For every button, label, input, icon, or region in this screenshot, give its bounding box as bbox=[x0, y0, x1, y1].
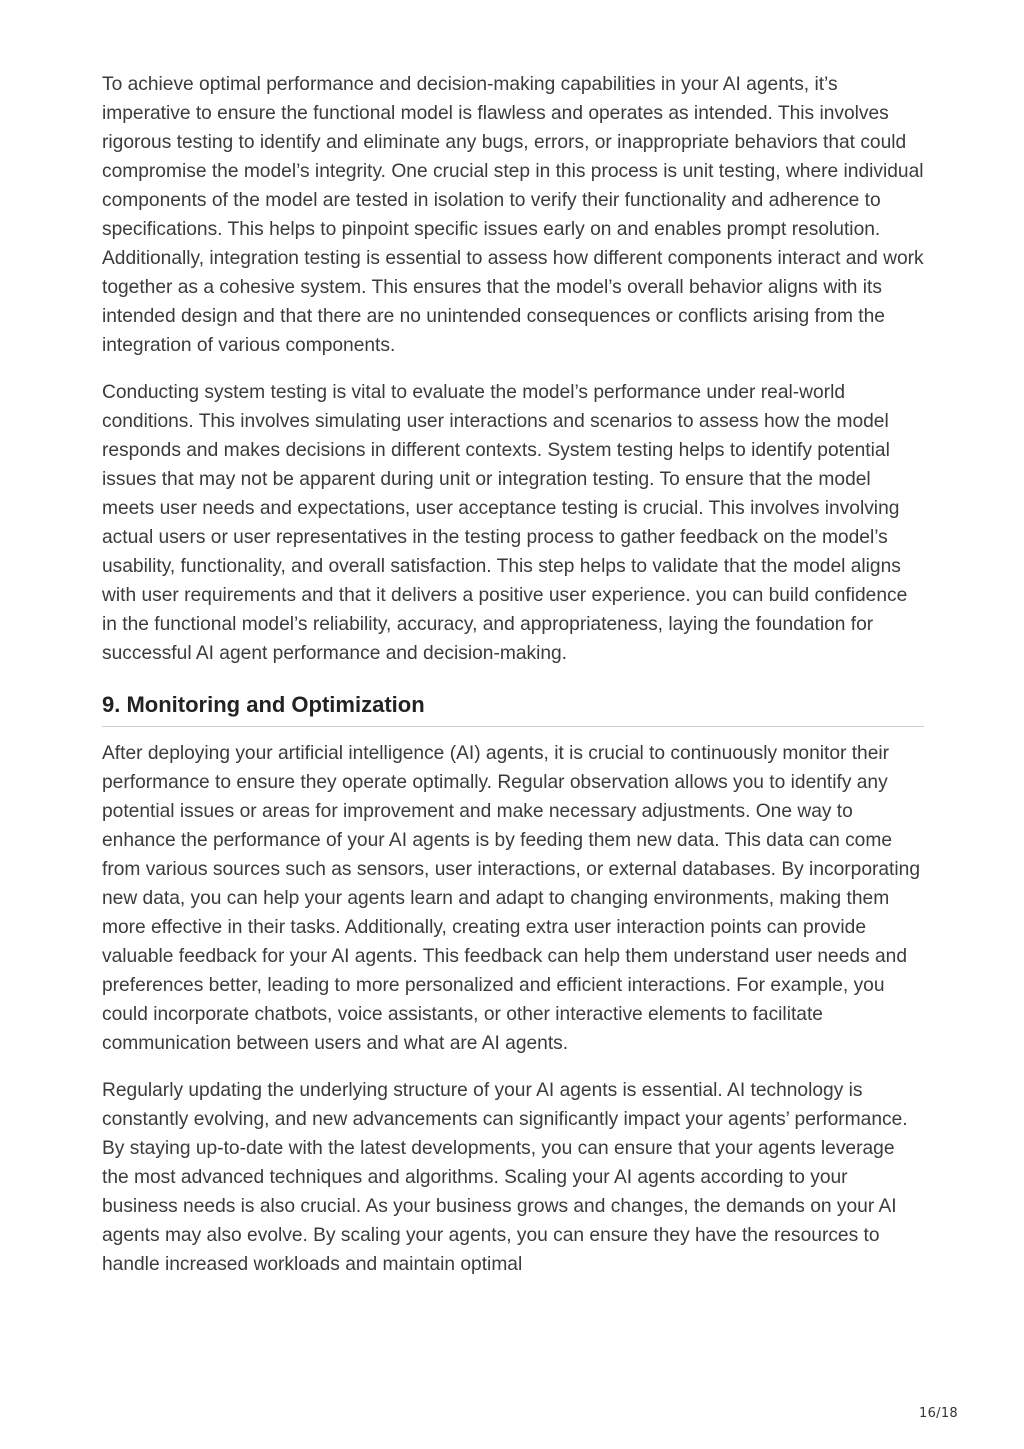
body-paragraph: After deploying your artificial intelligence (AI) agents, it is crucial to continuously monitor their performance to ensure they operate optimally. Regular observation allows you to identify any potential issues or areas for improvement and make necessary adjustments. One way to enhance the performance of your AI agents is by feeding them new data. This data can come from various sources such as sensors, user interactions, or external databases. By incorporating new data, you can help your agents learn and adapt to changing environments, making them more effective in their tasks. Additionally, creating extra user interaction points can provide valuable feedback for your AI agents. This feedback can help them understand user needs and preferences better, leading to more personalized and efficient interactions. For example, you could incorporate chatbots, voice assistants, or other interactive elements to facilitate communication between users and what are AI agents. bbox=[102, 743, 920, 1054]
body-paragraph: Conducting system testing is vital to evaluate the model’s performance under real-world conditions. This involves simulating user interactions and scenarios to assess how the model responds and makes decisions in different contexts. System testing helps to identify potential issues that may not be apparent during unit or integration testing. To ensure that the model meets user needs and expectations, user acceptance testing is crucial. This involves involving actual users or user representatives in the testing process to gather feedback on the model’s usability, functionality, and overall satisfaction. This step helps to validate that the model aligns with user requirements and that it delivers a positive user experience. you can build confidence in the functional model’s reliability, accuracy, and appropriateness, laying the foundation for successful AI agent performance and decision-making. bbox=[102, 382, 908, 664]
body-paragraph: To achieve optimal performance and decision-making capabilities in your AI agents, it’s imperative to ensure the functional model is flawless and operates as intended. This involves rigorous testing to identify and eliminate any bugs, errors, or inappropriate behaviors that could compromise the model’s integrity. One crucial step in this process is unit testing, where individual components of the model are tested in isolation to verify their functionality and adherence to specifications. This helps to pinpoint specific issues early on and enables prompt resolution. Additionally, integration testing is essential to assess how different components interact and work together as a cohesive system. This ensures that the model’s overall behavior aligns with its intended design and that there are no unintended consequences or conflicts arising from the integration of various components. bbox=[102, 74, 924, 356]
document-page bbox=[102, 70, 924, 1279]
page-number: 16/18 bbox=[919, 1406, 958, 1421]
section-heading: 9. Monitoring and Optimization bbox=[102, 691, 924, 727]
body-paragraph: Regularly updating the underlying structure of your AI agents is essential. AI technology is constantly evolving, and new advancements can significantly impact your agents’ performance. By staying up-to-date with the latest developments, you can ensure that your agents leverage the most advanced techniques and algorithms. Scaling your AI agents according to your business needs is also crucial. As your business grows and changes, the demands on your AI agents may also evolve. By scaling your agents, you can ensure they have the resources to handle increased workloads and maintain optimal bbox=[102, 1080, 908, 1275]
